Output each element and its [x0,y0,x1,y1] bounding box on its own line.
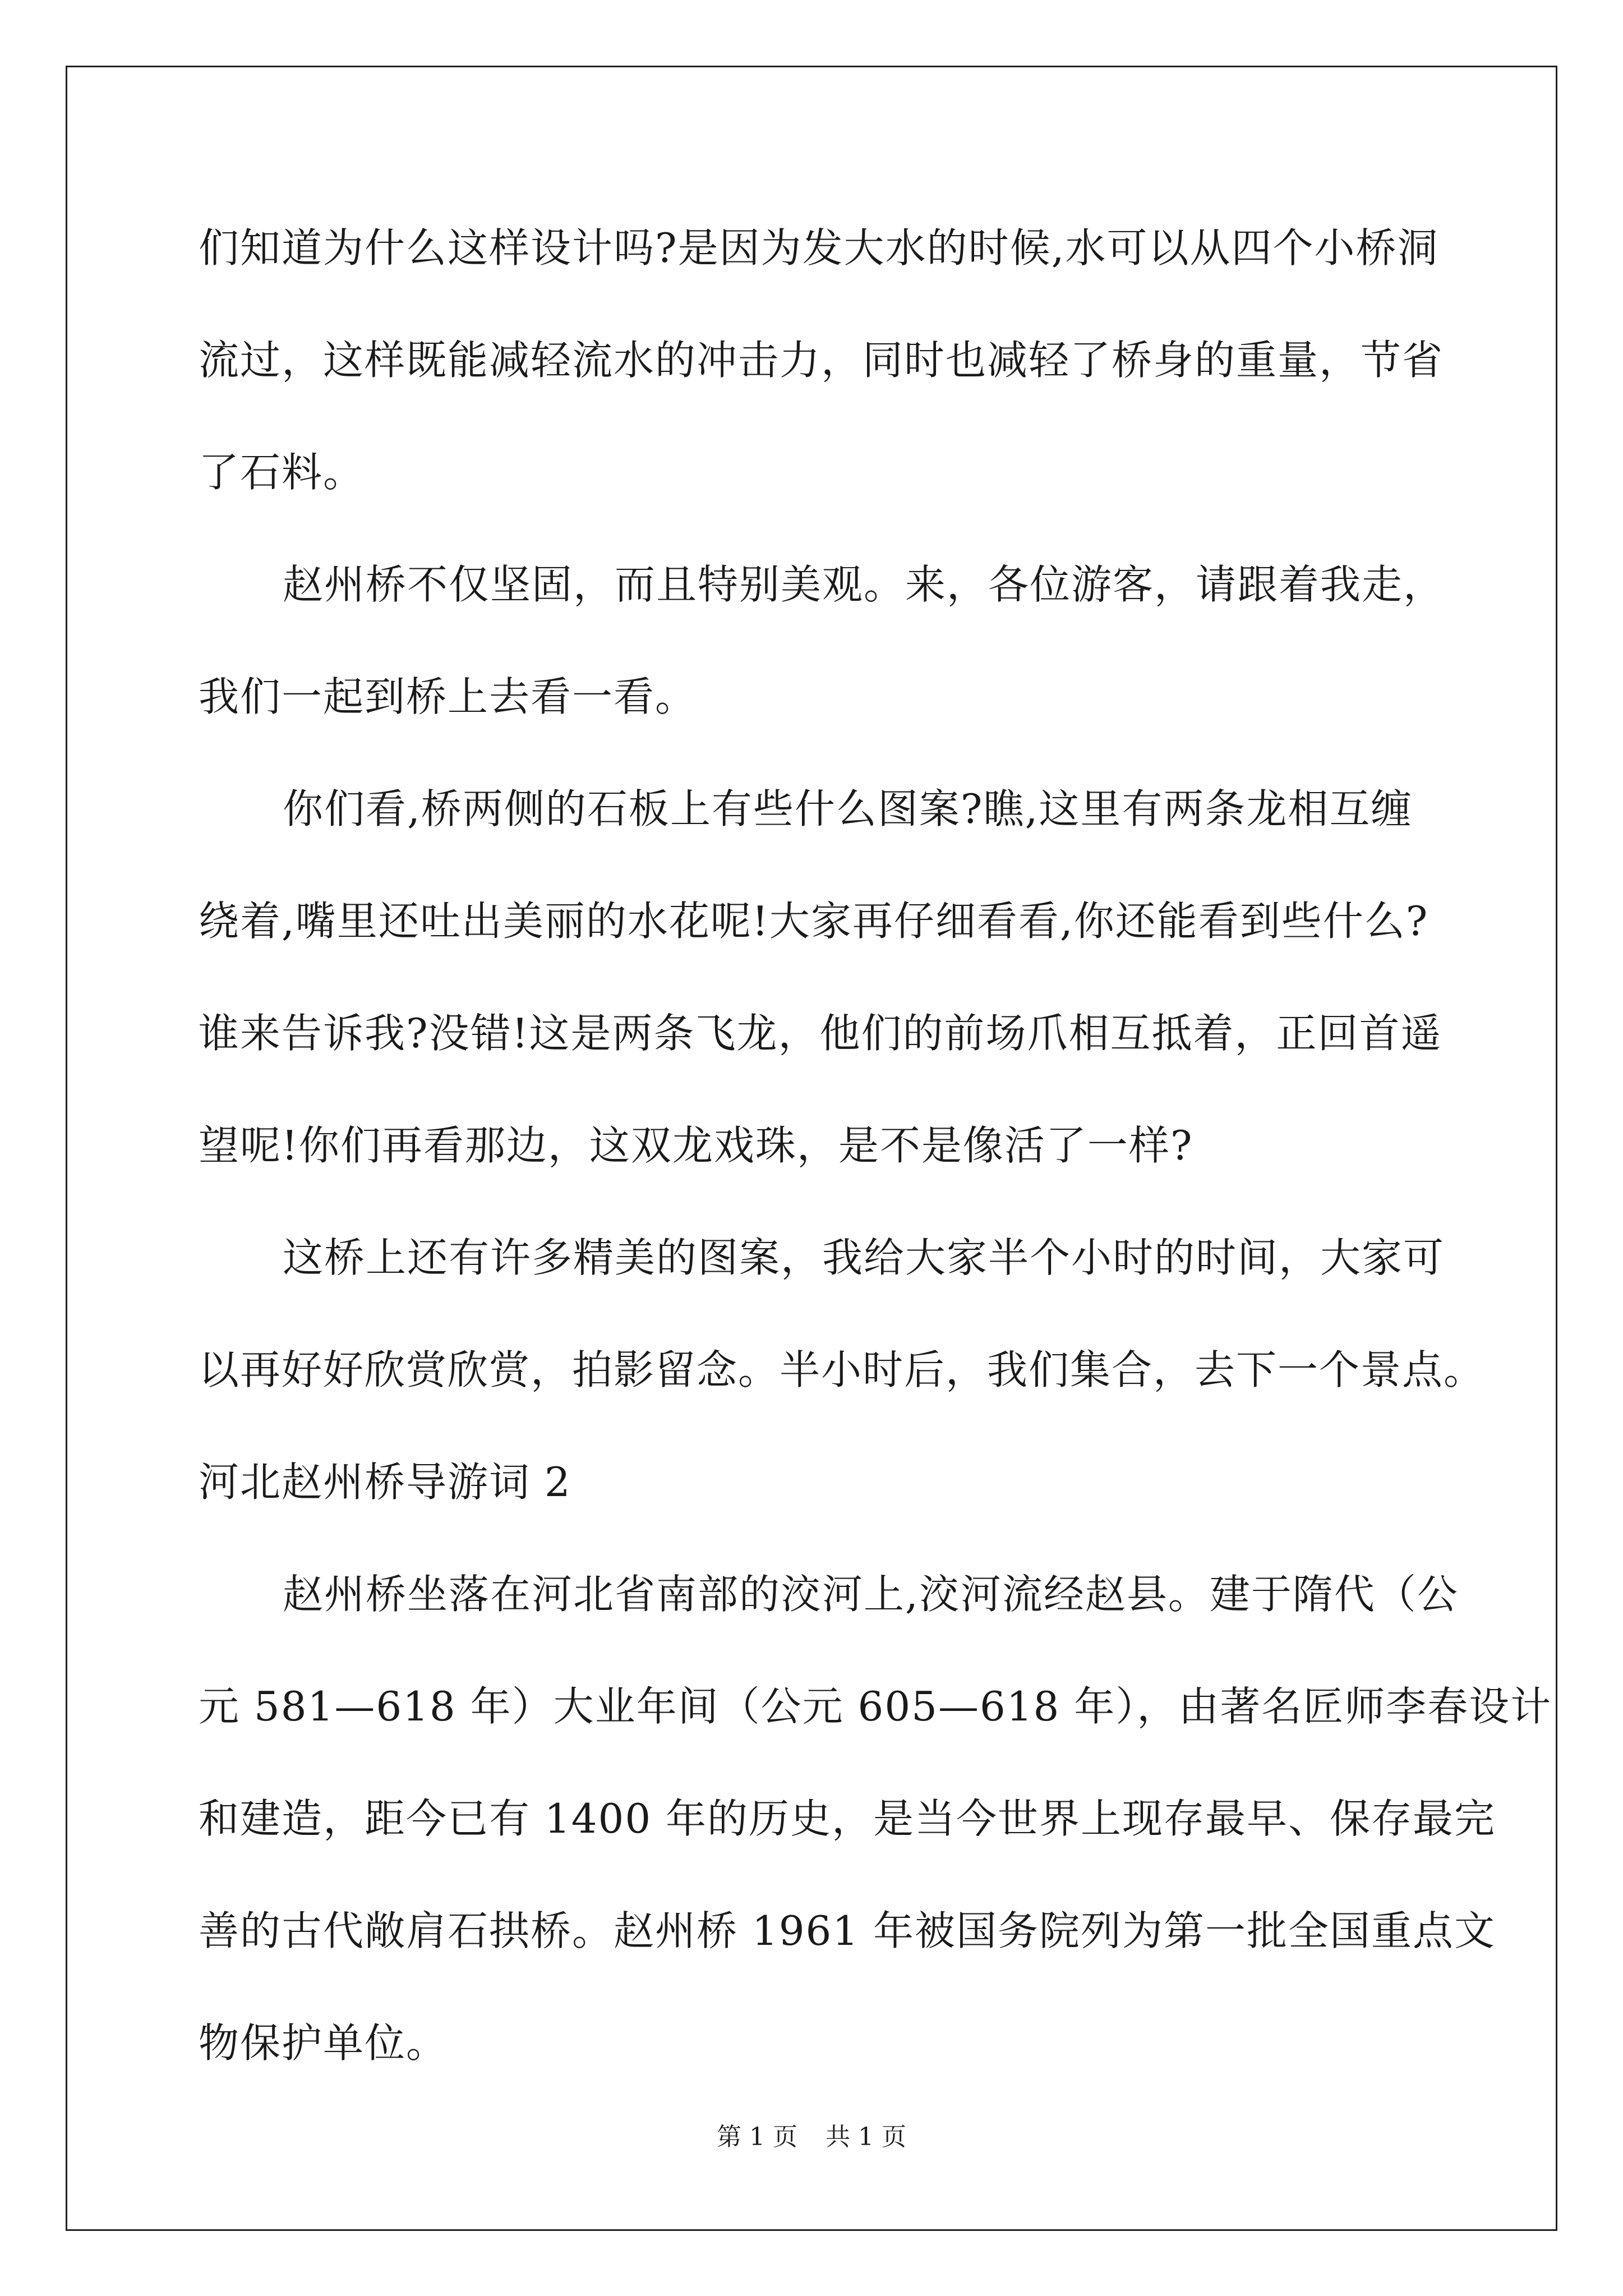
text-line: 流过，这样既能减轻流水的冲击力，同时也减轻了桥身的重量，节省 [199,337,1444,384]
text-line: 物保护单位。 [199,2019,448,2067]
document-body [199,209,1552,2116]
text-line: 赵州桥不仅坚固，而且特别美观。来，各位游客，请跟着我走， [283,561,1445,608]
page-footer [0,2120,1623,2154]
text-line: 元 581—618 年）大业年间（公元 605—618 年），由著名匠师李春设计 [199,1683,1552,1730]
text-line: 赵州桥坐落在河北省南部的洨河上,洨河流经赵县。建于隋代（公 [283,1571,1459,1618]
text-line: 这桥上还有许多精美的图案，我给大家半个小时的时间，大家可 [283,1234,1445,1281]
page-total: 共 1 页 [826,2123,906,2151]
text-line: 和建造，距今已有 1400 年的历史，是当今世界上现存最早、保存最完 [199,1795,1496,1842]
text-line: 善的古代敞肩石拱桥。赵州桥 1961 年被国务院列为第一批全国重点文 [199,1907,1496,1954]
text-line: 谁来告诉我?没错!这是两条飞龙，他们的前场爪相互抵着，正回首遥 [199,1010,1442,1057]
text-line: 绕着,嘴里还吐出美丽的水花呢!大家再仔细看看,你还能看到些什么? [199,898,1429,945]
text-line: 们知道为什么这样设计吗?是因为发大水的时候,水可以从四个小桥洞 [199,224,1439,272]
section-heading: 河北赵州桥导游词 2 [199,1458,571,1506]
text-line: 以再好好欣赏欣赏，拍影留念。半小时后，我们集合，去下一个景点。 [199,1346,1486,1393]
text-line: 我们一起到桥上去看一看。 [199,673,697,720]
page-number: 第 1 页 [717,2123,797,2151]
text-line: 你们看,桥两侧的石板上有些什么图案?瞧,这里有两条龙相互缠 [283,785,1413,832]
text-line: 望呢!你们再看那边，这双龙戏珠，是不是像活了一样? [199,1122,1193,1169]
text-line: 了石料。 [199,449,365,496]
